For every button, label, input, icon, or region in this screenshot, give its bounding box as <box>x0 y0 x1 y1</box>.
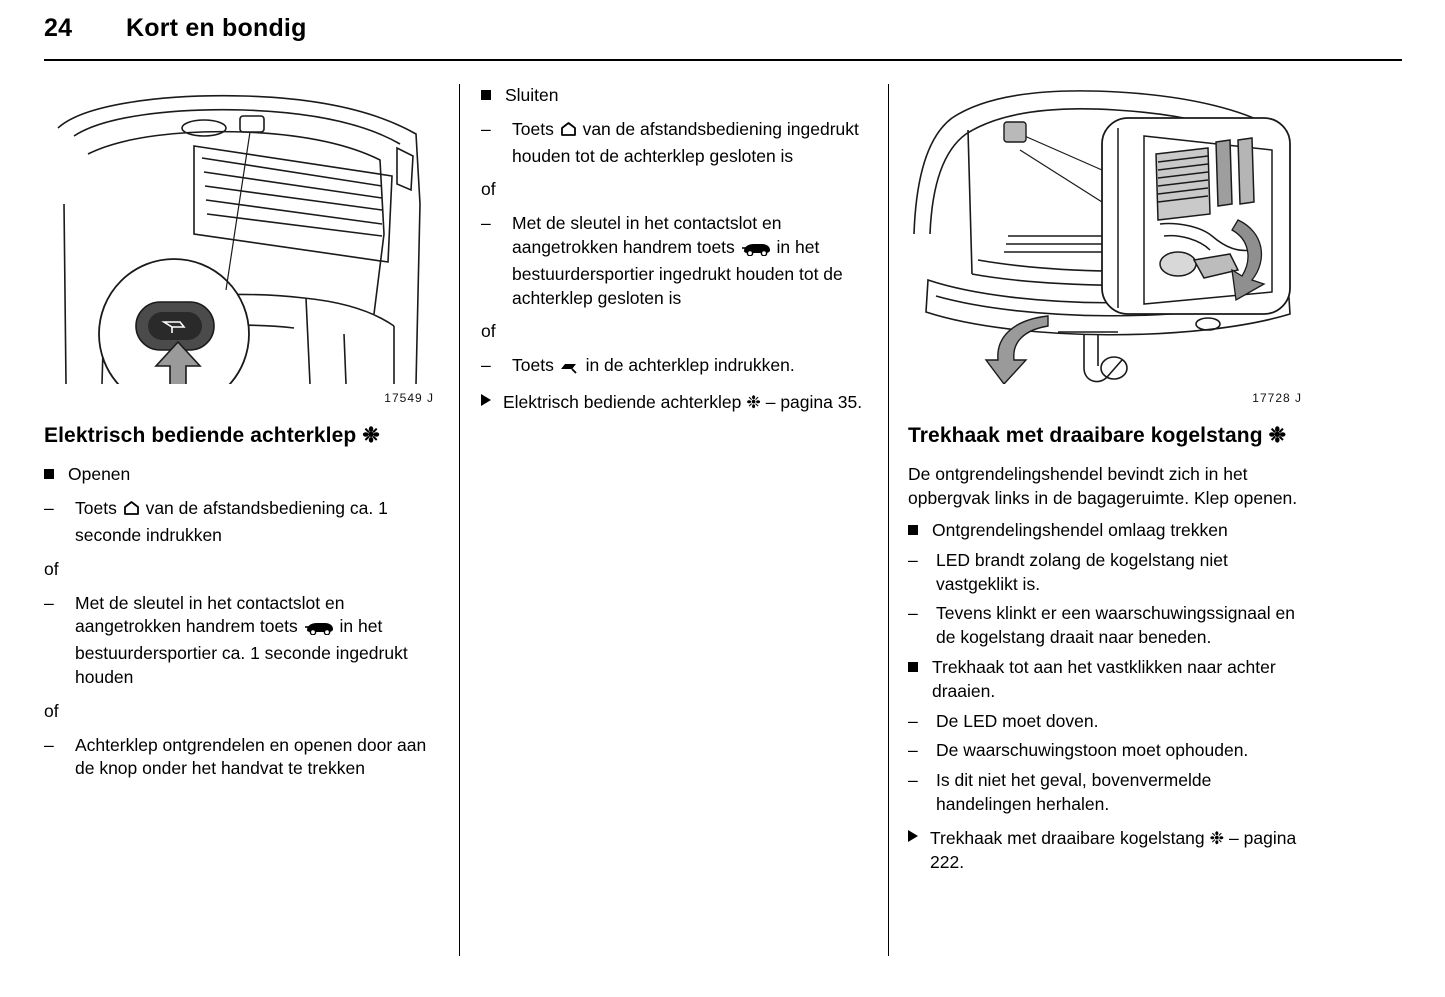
list-item <box>908 602 1302 650</box>
figure-caption: 17549 J <box>384 391 434 405</box>
figure-towbar <box>908 84 1302 405</box>
tailgate-illustration <box>44 84 434 384</box>
column-divider-1 <box>459 84 460 956</box>
list-item <box>908 656 1302 704</box>
list-item-label: Achterklep ontgrendelen en openen door aan de knop onder het handvat te trekken <box>75 734 427 779</box>
conjunction-of: of <box>481 179 496 200</box>
list-item-label: LED brandt zolang de kogelstang niet vastgeklikt is. <box>936 549 1228 594</box>
list-item <box>481 118 871 169</box>
text-before-icon: Toets <box>75 498 122 519</box>
list-item <box>481 354 871 381</box>
magnifier-callout <box>99 132 250 384</box>
conjunction-of: of <box>44 700 59 721</box>
list-item-label: De waarschuwingstoon moet ophouden. <box>936 740 1249 761</box>
square-bullet-icon <box>481 90 491 100</box>
cross-reference-label: Trekhaak met draaibare kogelstang ❉ – pagina 222. <box>930 827 1297 872</box>
dash-bullet-icon: – <box>481 355 491 376</box>
list-item <box>44 592 434 690</box>
list-item-close <box>481 84 871 108</box>
text-after-icon: van de afstandsbediening ingedrukt houden tot de achterklep gesloten is <box>512 118 859 166</box>
square-bullet-icon <box>908 525 918 535</box>
central-locking-icon <box>740 239 772 263</box>
towbar-illustration <box>908 84 1302 384</box>
text-before-icon: Met de sleutel in het contactslot en aangetrokken handrem toets <box>75 592 345 637</box>
dash-bullet-icon: – <box>44 498 54 519</box>
column-middle <box>481 84 871 415</box>
dash-bullet-icon: – <box>908 740 918 761</box>
list-item <box>481 212 871 310</box>
dash-bullet-icon: – <box>908 549 918 570</box>
magnifier-callout-release-lever <box>1004 118 1290 314</box>
text-before-icon: Toets <box>512 118 559 139</box>
column-divider-2 <box>888 84 889 956</box>
figure-caption: 17728 J <box>1252 391 1302 405</box>
page-number: 24 <box>44 14 73 42</box>
page-header <box>44 14 1404 58</box>
cross-reference[interactable] <box>481 391 871 415</box>
text-before-icon: Toets <box>512 355 559 376</box>
section-title-towbar: Trekhaak met draaibare kogelstang ❉ <box>908 424 1287 447</box>
text-after-icon: van de afstandsbediening ca. 1 seconde indrukken <box>75 498 388 546</box>
column-left <box>44 84 434 791</box>
text-after-icon: in de achterklep indrukken. <box>580 355 795 376</box>
dash-bullet-icon: – <box>481 213 491 234</box>
list-item-label: Tevens klinkt er een waarschuwingssignaal en de kogelstang draait naar beneden. <box>936 603 1295 648</box>
section-title-powered-tailgate: Elektrisch bediende achterklep ❉ <box>44 424 380 447</box>
dash-bullet-icon: – <box>908 603 918 624</box>
figure-tailgate-switch <box>44 84 434 405</box>
remote-key-icon <box>122 500 141 524</box>
column-right <box>908 84 1302 874</box>
dash-bullet-icon: – <box>481 118 491 139</box>
square-bullet-icon <box>44 469 54 479</box>
dash-bullet-icon: – <box>44 734 54 755</box>
list-item <box>908 519 1302 543</box>
list-item-open <box>44 463 434 487</box>
text-after-icon: in het bestuurdersportier ca. 1 seconde ingedrukt houden <box>75 616 408 688</box>
cross-reference[interactable] <box>908 827 1302 875</box>
text-after-icon: in het bestuurdersportier ingedrukt houden tot de achterklep gesloten is <box>512 236 843 308</box>
dash-bullet-icon: – <box>908 770 918 791</box>
list-item <box>908 739 1302 763</box>
list-item-label: Sluiten <box>505 85 559 105</box>
triangle-right-icon <box>481 394 491 406</box>
remote-key-icon <box>559 121 578 145</box>
header-divider <box>44 59 1402 61</box>
list-item-label: Trekhaak tot aan het vastklikken naar achter draaien. <box>932 657 1276 701</box>
chapter-title: Kort en bondig <box>126 14 307 42</box>
list-item-label: Ontgrendelingshendel omlaag trekken <box>932 520 1228 541</box>
list-item <box>908 769 1302 817</box>
text-before-icon: Met de sleutel in het contactslot en aangetrokken handrem toets <box>512 213 782 257</box>
intro-paragraph: De ontgrendelingshendel bevindt zich in het opbergvak links in de bagageruimte. Klep openen. <box>908 464 1298 509</box>
square-bullet-icon <box>908 662 918 672</box>
dash-bullet-icon: – <box>44 592 54 613</box>
list-item-label: Is dit niet het geval, bovenvermelde handelingen herhalen. <box>936 770 1212 815</box>
triangle-right-icon <box>908 830 918 842</box>
list-item-label: De LED moet doven. <box>936 710 1099 731</box>
list-item <box>908 710 1302 734</box>
conjunction-of: of <box>481 321 496 342</box>
tailgate-switch-icon <box>559 357 581 381</box>
cross-reference-label: Elektrisch bediende achterklep ❉ – pagina 35. <box>503 391 863 412</box>
list-item <box>908 549 1302 597</box>
central-locking-icon <box>303 618 335 642</box>
list-item <box>44 497 434 548</box>
list-item <box>44 734 434 782</box>
dash-bullet-icon: – <box>908 710 918 731</box>
list-item-label: Openen <box>68 464 131 485</box>
conjunction-of: of <box>44 558 59 579</box>
